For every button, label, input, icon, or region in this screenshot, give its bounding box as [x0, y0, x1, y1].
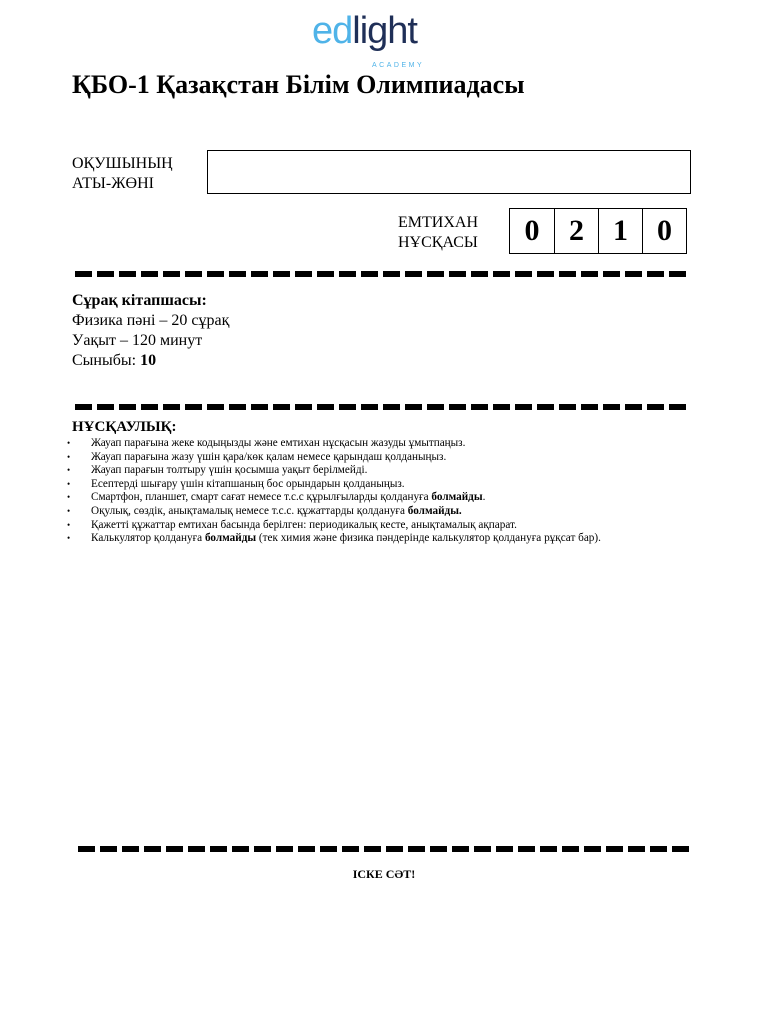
instruction-text-after: .: [482, 491, 486, 504]
exam-variant-label: [398, 213, 478, 253]
instruction-text: Калькулятор қолдануға: [91, 532, 205, 545]
exam-variant-label-line2: НҰСҚАСЫ: [398, 234, 478, 251]
list-item: [62, 505, 601, 519]
edlight-academy-logo: [312, 10, 442, 69]
instructions-heading: НҰСҚАУЛЫҚ:: [72, 419, 177, 435]
dashed-divider: [78, 846, 693, 852]
instructions-list: [62, 437, 601, 546]
instruction-text: Қажетті құжаттар емтихан басында берілген: периодикалық кесте, анықтамалық ақпарат.: [91, 518, 517, 531]
exam-variant-digit: 2: [554, 208, 599, 254]
exam-variant-digit: 0: [509, 208, 555, 254]
instruction-text: Жауап парағына жазу үшін қара/көк қалам немесе қарындаш қолданыңыз.: [91, 450, 447, 463]
list-item: [62, 464, 601, 478]
list-item: [62, 519, 601, 533]
exam-variant-digit: 1: [598, 208, 643, 254]
instruction-text: Смартфон, планшет, смарт сағат немесе т.с.с құрылғыларды қолдануға: [91, 491, 432, 504]
logo-light-text: light: [352, 10, 417, 52]
student-name-field[interactable]: [207, 150, 691, 194]
instruction-text: Есептерді шығару үшін кітапшаның бос орындарын қолданыңыз.: [91, 477, 405, 490]
instruction-emphasis: болмайды.: [407, 504, 462, 517]
booklet-info: [72, 291, 229, 371]
list-item: [62, 532, 601, 546]
grade-value: 10: [140, 352, 157, 369]
logo-wordmark: [312, 12, 417, 50]
student-name-label-line1: ОҚУШЫНЫҢ: [72, 155, 173, 172]
instruction-text: Жауап парағын толтыру үшін қосымша уақыт берілмейді.: [91, 464, 368, 477]
grade-label: Сыныбы:: [72, 352, 137, 369]
instruction-emphasis: болмайды: [431, 491, 483, 504]
list-item: [62, 491, 601, 505]
instruction-text: Оқулық, сөздік, анықтамалық немесе т.с.с. құжаттарды қолдануға: [91, 504, 408, 517]
logo-academy-text: ACADEMY: [372, 62, 425, 69]
student-name-label-line2: АТЫ-ЖӨНІ: [72, 175, 154, 192]
instruction-text-after: (тек химия және физика пәндерінде калькулятор қолдануға рұқсат бар).: [256, 532, 601, 545]
instruction-emphasis: болмайды: [204, 532, 257, 545]
list-item: [62, 478, 601, 492]
page-title: ҚБО-1 Қазақстан Білім Олимпиадасы: [72, 70, 525, 99]
exam-variant-label-line1: ЕМТИХАН: [398, 214, 478, 231]
logo-ed-text: ed: [312, 10, 353, 52]
instruction-text: Жауап парағына жеке кодыңызды және емтихан нұсқасын жазуды ұмытпаңыз.: [91, 437, 466, 449]
dashed-divider: [75, 404, 690, 410]
exam-variant-digits: [509, 208, 687, 254]
booklet-time: Уақыт – 120 минут: [72, 332, 203, 349]
dashed-divider: [75, 271, 690, 277]
booklet-grade: [72, 351, 229, 371]
list-item: [62, 451, 601, 465]
list-item: [62, 437, 601, 451]
booklet-subject: Физика пәні – 20 сұрақ: [72, 312, 230, 329]
student-name-label: [72, 154, 173, 194]
exam-variant-digit: 0: [642, 208, 687, 254]
booklet-heading: Сұрақ кітапшасы:: [72, 292, 207, 309]
good-luck-text: ІСКЕ СӘТ!: [352, 867, 416, 881]
